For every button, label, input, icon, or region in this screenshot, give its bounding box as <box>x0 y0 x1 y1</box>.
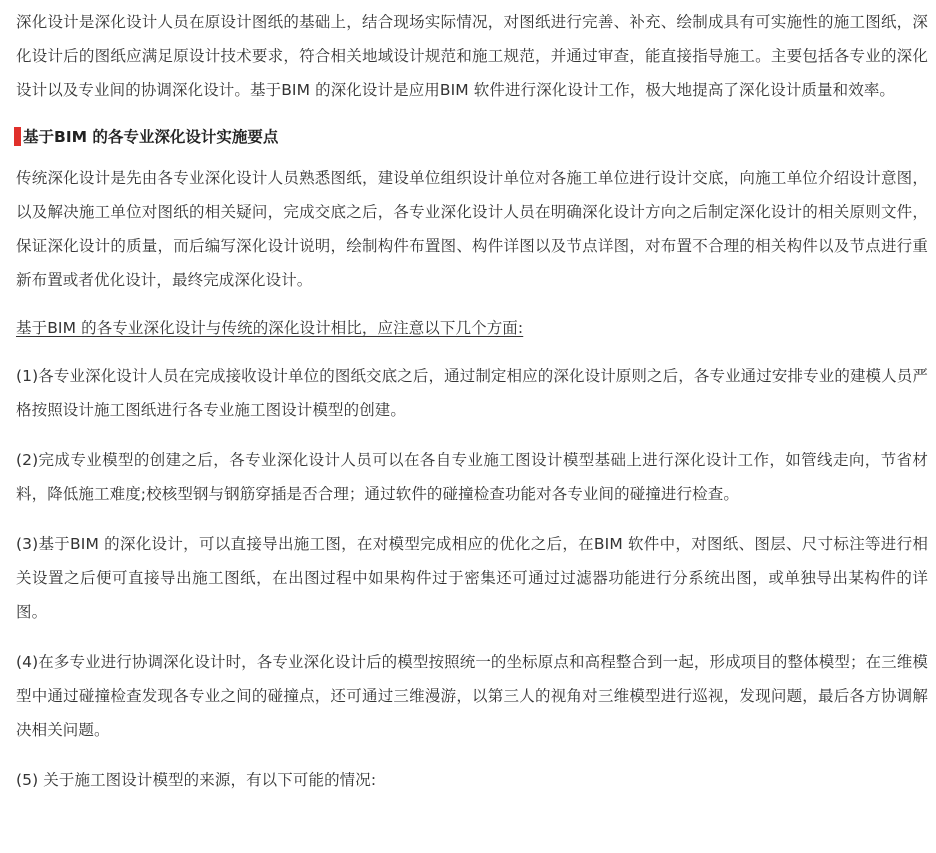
intro-paragraph: 深化设计是深化设计人员在原设计图纸的基础上，结合现场实际情况，对图纸进行完善、补充、绘制成具有可实施性的施工图纸，深化设计后的图纸应满足原设计技术要求，符合相关地域设计规范和施工规范，并通过审查，能直接指导施工。主要包括各专业的深化设计以及专业间的协调深化设计。基于BIM 的深化设计是应用BIM 软件进行深化设计工作，极大地提高了深化设计质量和效率。 <box>16 13 928 99</box>
list-item-4: (4)在多专业进行协调深化设计时，各专业深化设计后的模型按照统一的坐标原点和高程整合到一起，形成项目的整体模型；在三维模型中通过碰撞检查发现各专业之间的碰撞点，还可通过三维漫游，以第三人的视角对三维模型进行巡视，发现问题，最后各方协调解决相关问题。 <box>16 653 928 739</box>
list-item-2: (2)完成专业模型的创建之后，各专业深化设计人员可以在各自专业施工图设计模型基础上进行深化设计工作，如管线走向，节省材料，降低施工难度;校核型钢与钢筋穿插是否合理；通过软件的碰撞检查功能对各专业间的碰撞进行检查。 <box>16 451 928 503</box>
section-heading-text: 基于BIM 的各专业深化设计实施要点 <box>23 128 279 146</box>
heading-accent-bar <box>14 127 21 146</box>
section-heading <box>16 121 928 151</box>
list-item-5: (5) 关于施工图设计模型的来源，有以下可能的情况: <box>16 771 377 789</box>
list-item-3: (3)基于BIM 的深化设计，可以直接导出施工图，在对模型完成相应的优化之后，在BIM 软件中，对图纸、图层、尺寸标注等进行相关设置之后便可直接导出施工图纸，在出图过程中如果构件过于密集还可通过过滤器功能进行分系统出图，或单独导出某构件的详图。 <box>16 535 928 621</box>
article-body <box>16 5 928 813</box>
traditional-design-paragraph: 传统深化设计是先由各专业深化设计人员熟悉图纸，建设单位组织设计单位对各施工单位进行设计交底，向施工单位介绍设计意图，以及解决施工单位对图纸的相关疑问，完成交底之后，各专业深化设计人员在明确深化设计方向之后制定深化设计的相关原则文件，保证深化设计的质量，而后编写深化设计说明，绘制构件布置图、构件详图以及节点详图，对布置不合理的相关构件以及节点进行重新布置或者优化设计，最终完成深化设计。 <box>16 169 928 289</box>
list-item-1: (1)各专业深化设计人员在完成接收设计单位的图纸交底之后，通过制定相应的深化设计原则之后，各专业通过安排专业的建模人员严格按照设计施工图纸进行各专业施工图设计模型的创建。 <box>16 367 928 419</box>
comparison-intro-text: 基于BIM 的各专业深化设计与传统的深化设计相比，应注意以下几个方面: <box>16 319 524 337</box>
comparison-intro <box>16 311 928 345</box>
